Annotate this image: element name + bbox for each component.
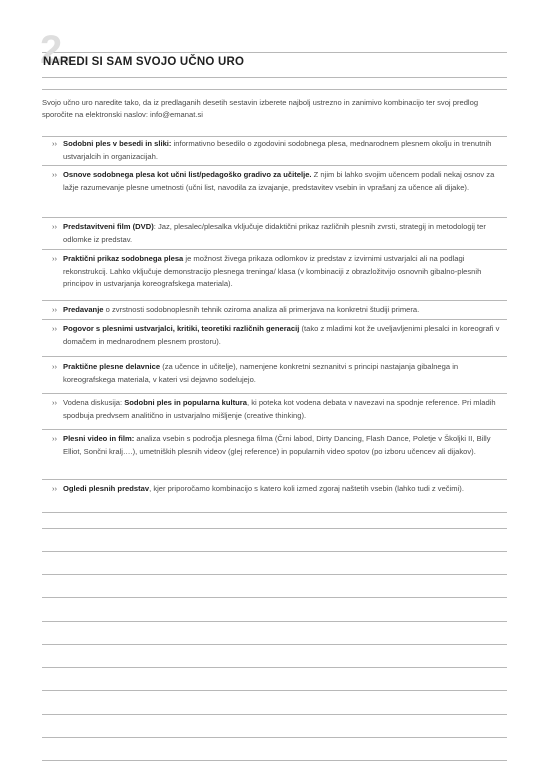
item-text: je možnost živega prikaza odlomkov iz predstav z izvirnimi ustvarjalci ali na podlagi rekonstrukcij. Lahko vključuje demonstracijo plesnega treninga/ klasa (v kombinaciji z obrazložitvijo osnovnih gibalno-plesnih principov in ustvarjanja koreografskega materiala).: [63, 254, 482, 289]
ruled-line: [42, 136, 507, 137]
item-heading: Plesni video in film:: [63, 434, 135, 443]
item-heading: Pogovor s plesnimi ustvarjalci, kritiki, teoretiki različnih generacij: [63, 324, 300, 333]
ruled-line: [42, 551, 507, 552]
ruled-line: [42, 737, 507, 738]
ruled-line: [42, 77, 507, 78]
bullet-marker: ››: [52, 398, 58, 407]
item-heading: Predavanje: [63, 305, 104, 314]
ruled-line: [42, 644, 507, 645]
ruled-line: [42, 300, 507, 301]
item-text: , ki poteka kot vodena debata v navezavi na spodnje reference. Pri mladih spodbuja predvsem analitično in ustvarjalno mišljenje (creative thinking).: [63, 398, 496, 420]
item-heading: Sodobni ples v besedi in sliki:: [63, 139, 172, 148]
ruled-line: [42, 393, 507, 394]
bullet-marker: ››: [52, 484, 58, 493]
bullet-marker: ››: [52, 170, 58, 179]
ruled-line: [42, 89, 507, 90]
ruled-line: [42, 217, 507, 218]
intro-paragraph: Svojo učno uro naredite tako, da iz predlaganih desetih sestavin izberete najbolj ustrezno in zanimivo kombinacijo ter svoj predlog sporočite na elektronski naslov: info@emanat.si: [42, 98, 479, 120]
ruled-line: [42, 319, 507, 320]
item-text: , kjer priporočamo kombinacijo s katero koli izmed zgoraj naštetih vsebin (lahko tudi z večimi).: [149, 484, 464, 493]
item-text: o zvrstnosti sodobnoplesnih tehnik oziroma analiza ali primerjava na konkretni študiji primera.: [103, 305, 420, 314]
item-heading: Ogledi plesnih predstav: [63, 484, 150, 493]
ruled-line: [42, 621, 507, 622]
section-number: 2.: [40, 28, 72, 72]
ruled-line: [42, 667, 507, 668]
ruled-line: [42, 52, 507, 53]
page-title: NAREDI SI SAM SVOJO UČNO URO: [43, 56, 245, 68]
item-text: : Jaz, plesalec/plesalka vključuje didaktični prikaz različnih plesnih zvrsti, strategij in metodologij ter odlomke iz predstav.: [63, 222, 486, 244]
ruled-line: [42, 690, 507, 691]
bullet-marker: ››: [52, 324, 58, 333]
item-heading: Sodobni ples in popularna kultura: [124, 398, 247, 407]
item-heading: Predstavitveni film (DVD): [63, 222, 154, 231]
item-heading: Praktične plesne delavnice: [63, 362, 161, 371]
ruled-line: [42, 597, 507, 598]
bullet-marker: ››: [52, 254, 58, 263]
ruled-line: [42, 165, 507, 166]
bullet-marker: ››: [52, 305, 58, 314]
ruled-line: [42, 429, 507, 430]
bullet-marker: ››: [52, 139, 58, 148]
ruled-line: [42, 356, 507, 357]
bullet-marker: ››: [52, 362, 58, 371]
item-text: Z njim bi lahko svojim učencem podali nekaj osnov za lažje razumevanje plesne umetnosti (učni list, navodila za izvajanje, predstavitev vsebin in vprašanj za učence ali dijake).: [63, 170, 495, 192]
ruled-line: [42, 249, 507, 250]
bullet-marker: ››: [52, 222, 58, 231]
ruled-line: [42, 479, 507, 480]
ruled-line: [42, 714, 507, 715]
item-text: (tako z mladimi kot že uveljavljenimi plesalci in koreografi v domačem in mednarodnem plesnem prostoru).: [63, 324, 500, 346]
item-heading: Praktični prikaz sodobnega plesa: [63, 254, 184, 263]
item-text: analiza vsebin s področja plesnega filma (Črni labod, Dirty Dancing, Flash Dance, Poletje v Školjki II, Billy Elliot, Sončni kralj….), umetniških plesnih videov (glej reference) in popularnih video spotov (po izboru učencev ali dijakov).: [63, 434, 491, 456]
item-prefix: Vodena diskusija:: [63, 398, 125, 407]
ruled-line: [42, 512, 507, 513]
item-text: (za učence in učitelje), namenjene konkretni seznanitvi s principi nastajanja gibalnega in koreografskega materiala, v kateri vsi dejavno sodelujejo.: [63, 362, 459, 384]
ruled-line: [42, 760, 507, 761]
ruled-line: [42, 574, 507, 575]
bullet-marker: ››: [52, 434, 58, 443]
item-heading: Osnove sodobnega plesa kot učni list/pedagoško gradivo za učitelje.: [63, 170, 312, 179]
item-text: informativno besedilo o zgodovini sodobnega plesa, mednarodnem plesnem okolju in trenutnih ustvarjalcih in organizacijah.: [63, 139, 492, 161]
ruled-line: [42, 528, 507, 529]
